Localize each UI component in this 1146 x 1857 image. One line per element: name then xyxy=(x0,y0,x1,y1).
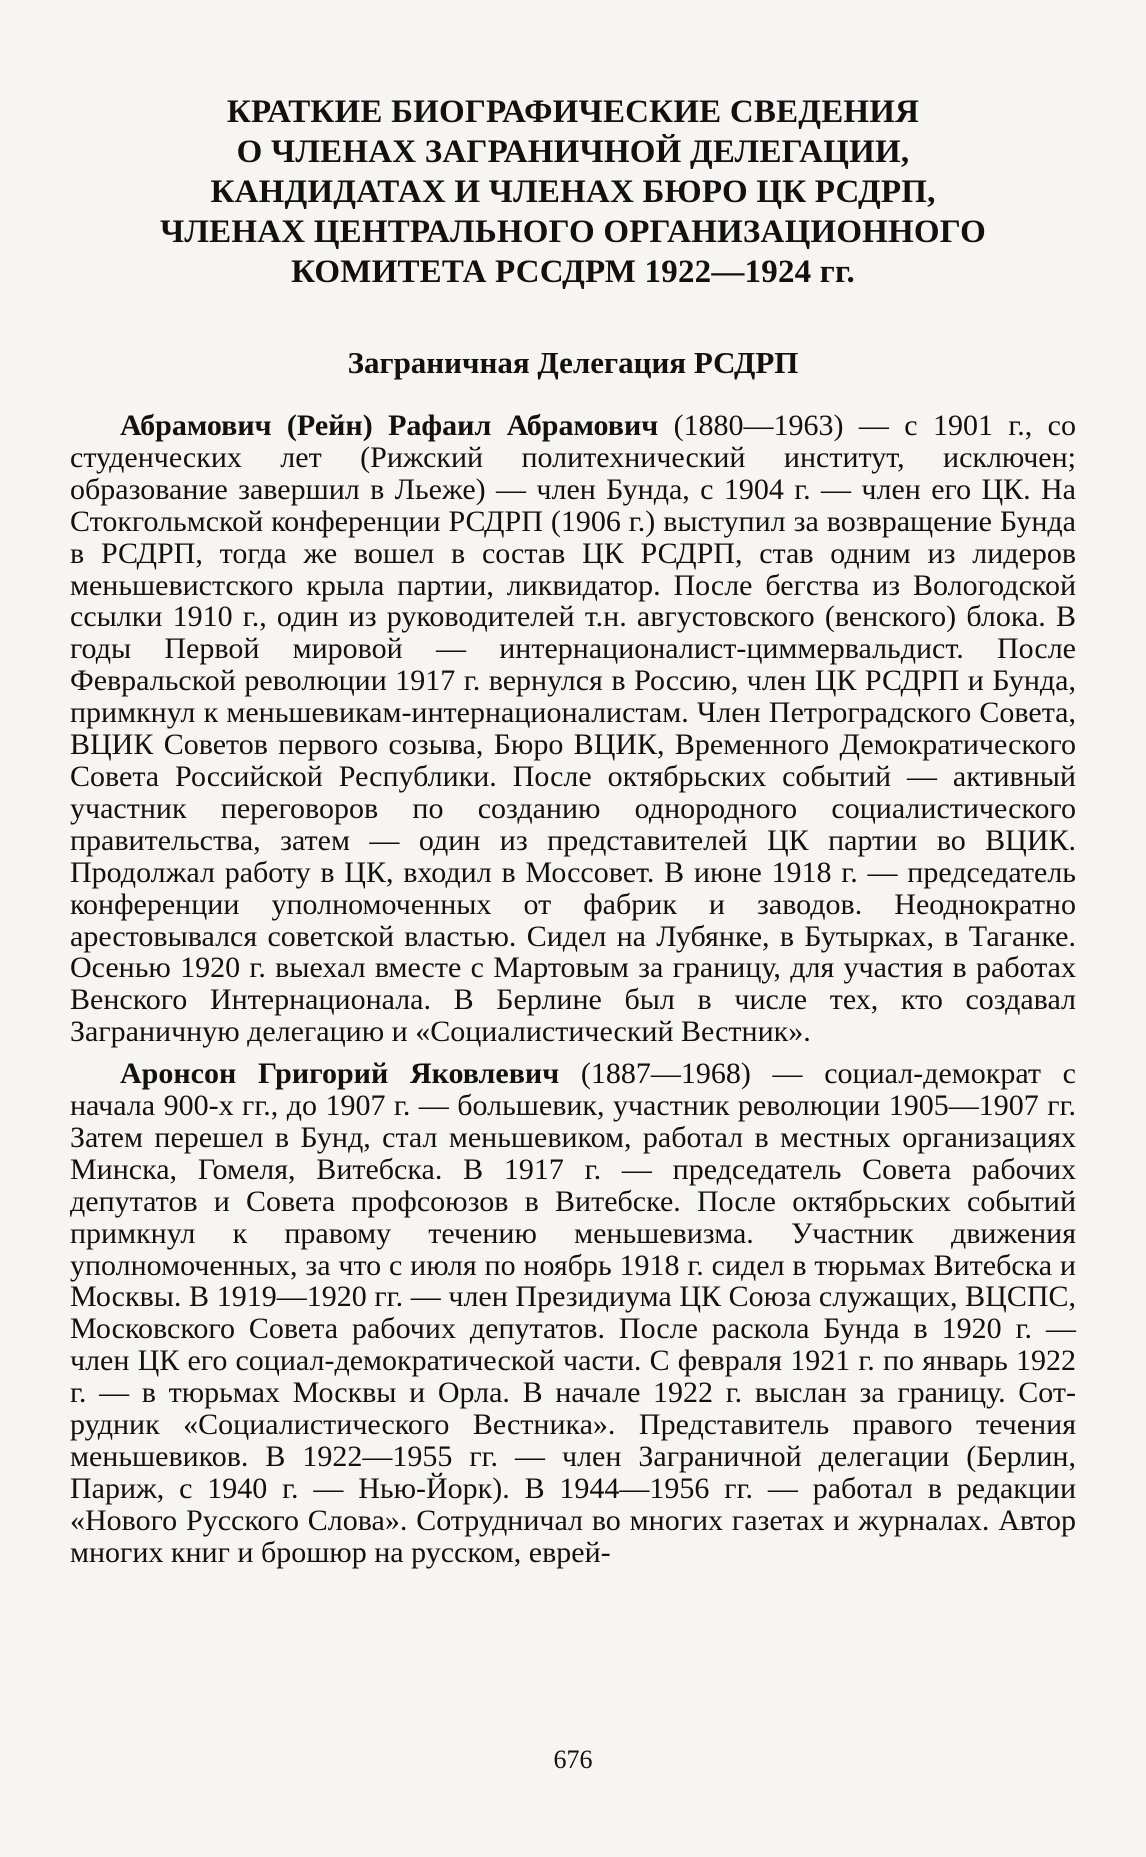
page-number: 676 xyxy=(553,1745,593,1774)
section-heading: Заграничная Делегация РСДРП xyxy=(347,345,799,380)
person-name: Абрамович (Рейн) Рафаил Абрамович xyxy=(120,409,659,442)
title-line: КРАТКИЕ БИОГРАФИЧЕСКИЕ СВЕДЕНИЯ xyxy=(226,94,920,130)
biography-text: (1887—1968) — социал-демократ с начала 900-х гг., до 1907 г. — большевик, участник революции 1905—1907 гг. Затем перешел в Бунд, стал меньшевиком, работал в местных организациях Минска, Гомеля, Витебска. В 1917 г. — председатель Совета рабочих депутатов и Совета профсоюзов в Витебске. После октябрьских событий примкнул к правому течению меньшевизма. Участник движения уполномоченных, за что с июля по ноябрь 1918 г. сидел в тюрьмах Витебска и Москвы. В 1919—1920 гг. — член Президиума ЦК Союза служащих, ВЦСПС, Московского Совета рабочих депутатов. После раскола Бунда в 1920 г. — член ЦК его социал-демократической части. С февраля 1921 г. по январь 1922 г. — в тюрьмах Москвы и Орла. В начале 1922 г. выслан за границу. Сотрудник «Социалистического Вестника». Представитель правого течения меньшевиков. В 1922—1955 гг. — член Заграничной делегации (Берлин, Париж, с 1940 г. — Нью-Йорк). В 1944—1956 гг. — работал в редакции «Нового Русского Слова». Сотрудничал во многих газетах и журналах. Автор многих книг и брошюр на русском, еврей- xyxy=(70,1057,1076,1569)
document-title xyxy=(70,92,1076,292)
person-name: Аронсон Григорий Яковлевич xyxy=(120,1057,560,1091)
title-line: О ЧЛЕНАХ ЗАГРАНИЧНОЙ ДЕЛЕГАЦИИ, xyxy=(236,134,910,170)
biography-entry xyxy=(70,410,1076,1048)
title-line: КАНДИДАТАХ И ЧЛЕНАХ БЮРО ЦК РСДРП, xyxy=(210,174,936,210)
title-line: КОМИТЕТА РССДРМ 1922—1924 гг. xyxy=(291,254,855,290)
biography-text: (1880—1963) — с 1901 г., со студенческих лет (Рижский политехнический институт, исключен; образование завершил в Льеже) — член Бунда, с 1904 г. — член его ЦК. На Стокгольмской конференции РСДРП (1906 г.) выступил за возвращение Бунда в РСДРП, тогда же вошел в состав ЦК РСДРП, став одним из лидеров меньшевистского крыла партии, ликвидатор. После бегства из Вологодской ссылки 1910 г., один из руководителей т.н. августовского (венского) блока. В годы Первой мировой — интернационалист-циммервальдист. После Февральской революции 1917 г. вернулся в Россию, член ЦК РСДРП и Бунда, примкнул к меньшевикам-интернационалистам. Член Петроградского Совета, ВЦИК Советов первого созыва, Бюро ВЦИК, Временного Демократического Совета Российской Республики. После октябрьских событий — активный участник переговоров по созданию однородного социалистического правительства, затем — один из представителей ЦК партии во ВЦИК. Продолжал работу в ЦК, входил в Моссовет. В июне 1918 г. — председатель конференции уполномоченных от фабрик и заводов. Неоднократно арестовывался советской властью. Сидел на Лубянке, в Бутырках, в Таганке. Осенью 1920 г. выехал вместе с Мартовым за границу, для участия в работах Венского Интернационала. В Берлине был в числе тех, кто создавал Заграничную делегацию и «Социалистический Вестник». xyxy=(70,409,1076,1049)
biography-entry xyxy=(70,1058,1076,1569)
title-line: ЧЛЕНАХ ЦЕНТРАЛЬНОГО ОРГАНИЗАЦИОННОГО xyxy=(159,214,987,250)
page-body xyxy=(70,92,1076,1579)
